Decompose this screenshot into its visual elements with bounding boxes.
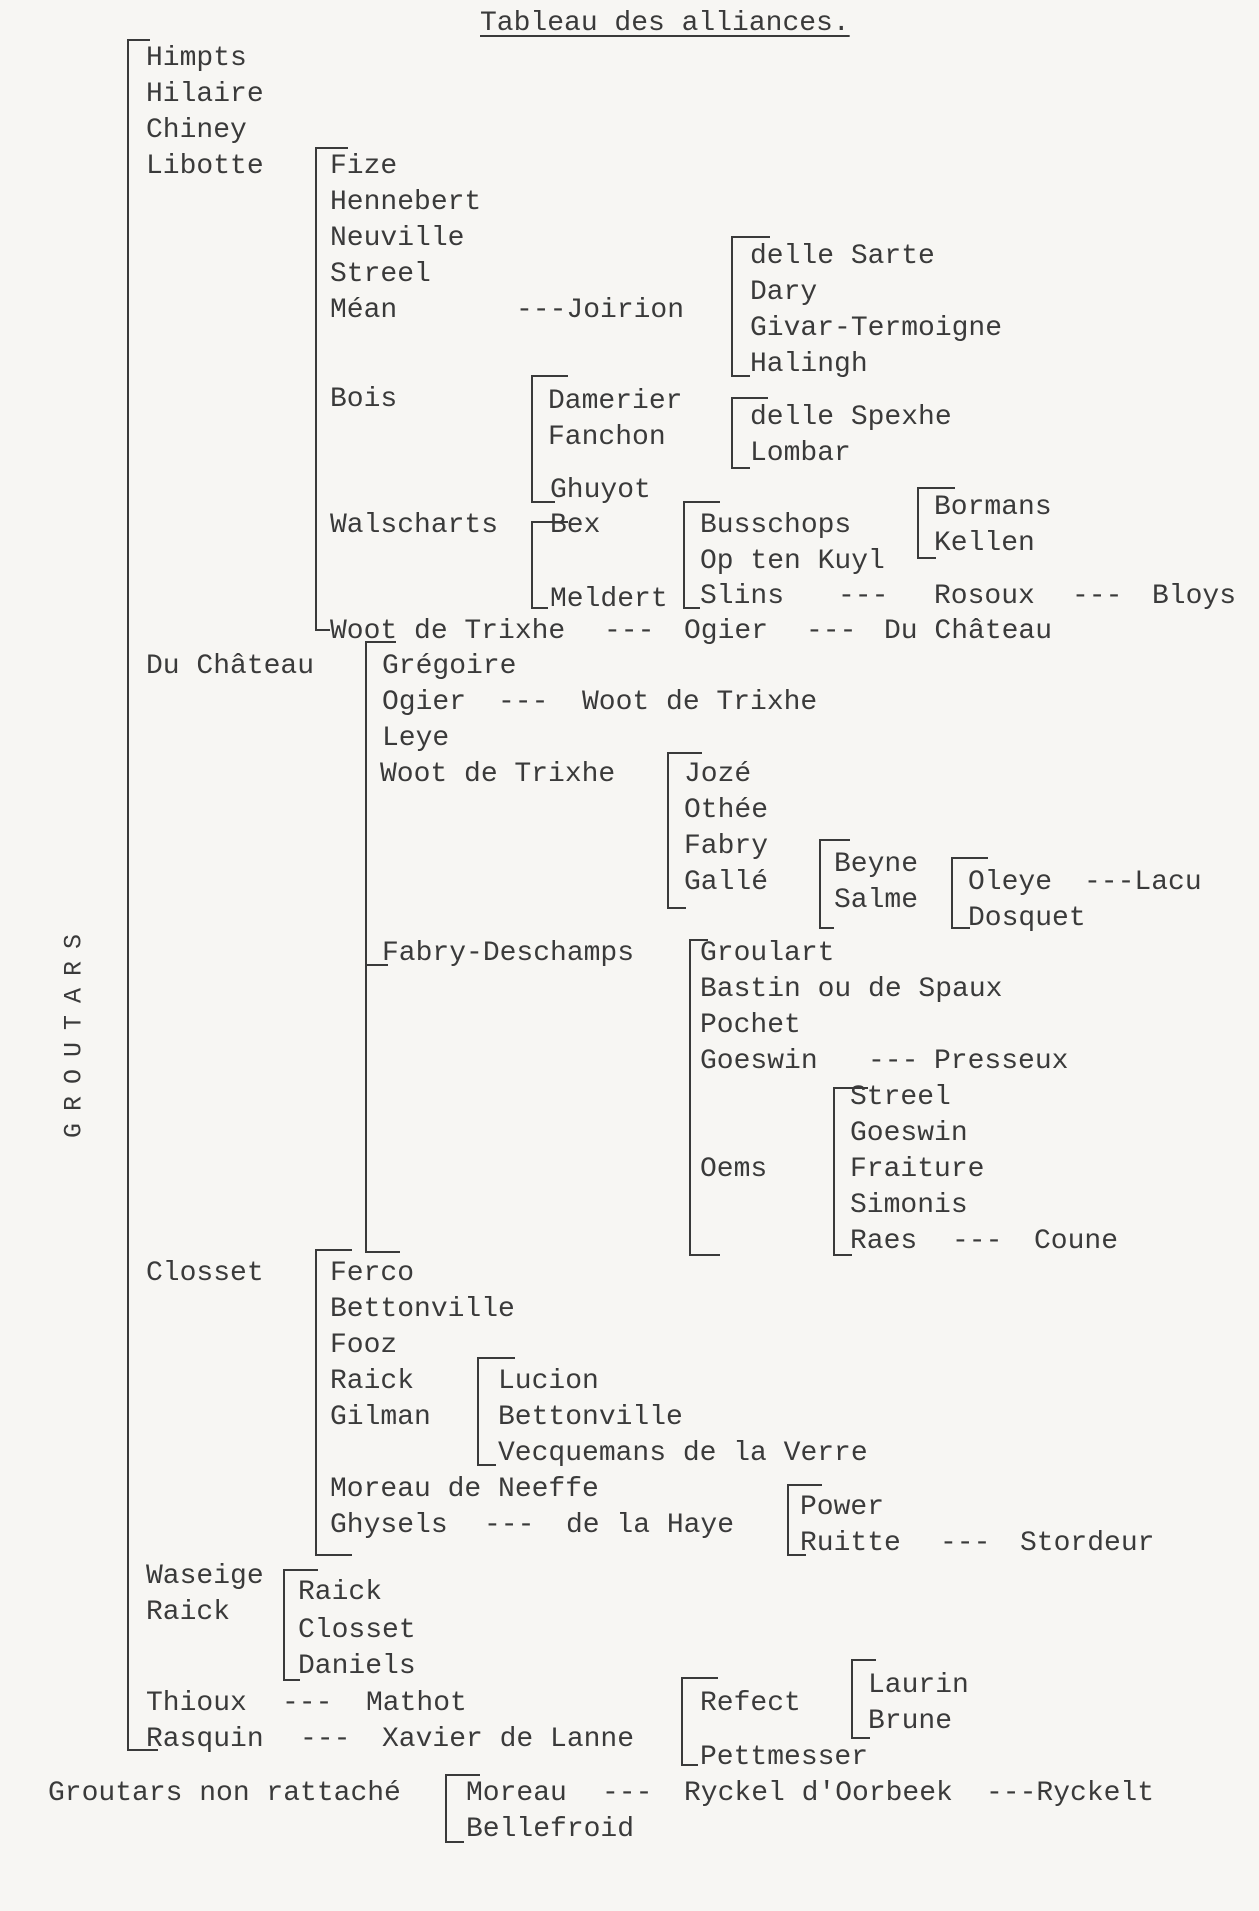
entry-closset-2: Closset: [298, 1615, 416, 1646]
dash-slins: ---: [838, 581, 889, 612]
entry-dosquet: Dosquet: [968, 903, 1086, 934]
entry-bois: Bois: [330, 384, 398, 415]
entry-lacu: ---Lacu: [1084, 867, 1202, 898]
entry-fraiture: Fraiture: [850, 1154, 985, 1185]
page-title: Tableau des alliances.: [480, 8, 850, 39]
entry-moreau-de-neeffe: Moreau de Neeffe: [330, 1474, 599, 1505]
entry-goeswin-2: Goeswin: [850, 1118, 968, 1149]
entry-bellefroid: Bellefroid: [466, 1814, 635, 1845]
entry-rosoux: Rosoux: [934, 581, 1035, 612]
entry-daniels: Daniels: [298, 1651, 416, 1682]
entry-thioux: Thioux: [146, 1688, 247, 1719]
entry-ferco: Ferco: [330, 1258, 415, 1289]
dash-raes: ---: [952, 1226, 1003, 1257]
entry-woot-de-trixhe-3: Woot de Trixhe: [380, 759, 616, 790]
entry-othee: Othée: [684, 795, 769, 826]
entry-fabry: Fabry: [684, 831, 769, 862]
entry-ryckelt: ---Ryckelt: [986, 1778, 1155, 1809]
entry-ghuyot: Ghuyot: [550, 475, 651, 506]
entry-refect: Refect: [700, 1688, 801, 1719]
entry-libotte: Libotte: [146, 151, 264, 182]
entry-ghysels: Ghysels: [330, 1510, 448, 1541]
dash-goeswin: ---: [868, 1046, 919, 1077]
entry-mean: Méan: [330, 295, 398, 326]
entry-leye: Leye: [382, 723, 450, 754]
dash-moreau: ---: [602, 1778, 653, 1809]
entry-mathot: Mathot: [366, 1688, 467, 1719]
entry-hennebert: Hennebert: [330, 187, 482, 218]
entry-stordeur: Stordeur: [1020, 1528, 1155, 1559]
entry-fize: Fize: [330, 151, 398, 182]
entry-hilaire: Hilaire: [146, 79, 264, 110]
entry-gilman: Gilman: [330, 1402, 431, 1433]
entry-bastin: Bastin ou de Spaux: [700, 974, 1003, 1005]
dash-ogier: ---: [498, 687, 549, 718]
entry-slins: Slins: [700, 581, 785, 612]
entry-de-la-haye: de la Haye: [566, 1510, 735, 1541]
dash-rosoux: ---: [1072, 581, 1123, 612]
entry-woot-de-trixhe-1: Woot de Trixhe: [330, 616, 566, 647]
entry-delle-sarte: delle Sarte: [750, 241, 935, 272]
entry-ryckel: Ryckel d'Oorbeek: [684, 1778, 953, 1809]
dash-ghysels: ---: [484, 1510, 535, 1541]
entry-moreau: Moreau: [466, 1778, 567, 1809]
entry-lucion: Lucion: [498, 1366, 599, 1397]
entry-presseux: Presseux: [934, 1046, 1069, 1077]
entry-laurin: Laurin: [868, 1670, 969, 1701]
entry-simonis: Simonis: [850, 1190, 968, 1221]
entry-raick-1: Raick: [330, 1366, 415, 1397]
entry-bettonville-2: Bettonville: [498, 1402, 683, 1433]
entry-pettmesser: Pettmesser: [700, 1742, 869, 1773]
entry-fabry-deschamps: Fabry-Deschamps: [382, 938, 635, 969]
entry-woot-de-trixhe-2: Woot de Trixhe: [582, 687, 818, 718]
groutars-vertical-label: GROUTARS: [59, 921, 89, 1139]
entry-ruitte: Ruitte: [800, 1528, 901, 1559]
entry-bex: Bex: [550, 510, 601, 541]
entry-raes: Raes: [850, 1226, 918, 1257]
entry-du-chateau: Du Château: [146, 651, 315, 682]
entry-givar: Givar-Termoigne: [750, 313, 1003, 344]
entry-kellen: Kellen: [934, 528, 1035, 559]
entry-ogier-2: Ogier: [382, 687, 467, 718]
entry-salme: Salme: [834, 885, 919, 916]
entry-ogier-1: Ogier: [684, 616, 769, 647]
dash-woot-1: ---: [604, 616, 655, 647]
entry-brune: Brune: [868, 1706, 953, 1737]
dash-rasquin: ---: [300, 1724, 351, 1755]
entry-joze: Jozé: [684, 759, 752, 790]
entry-fooz: Fooz: [330, 1330, 398, 1361]
entry-waseige: Waseige: [146, 1561, 264, 1592]
entry-fanchon: Fanchon: [548, 422, 666, 453]
entry-lombar: Lombar: [750, 438, 851, 469]
entry-closset: Closset: [146, 1258, 264, 1289]
entry-op-ten-kuyl: Op ten Kuyl: [700, 546, 885, 577]
entry-halingh: Halingh: [750, 349, 868, 380]
dash-ruitte: ---: [940, 1528, 991, 1559]
entry-chiney: Chiney: [146, 115, 247, 146]
entry-raick-2: Raick: [146, 1597, 231, 1628]
entry-beyne: Beyne: [834, 849, 919, 880]
entry-walscharts: Walscharts: [330, 510, 499, 541]
entry-himpts: Himpts: [146, 43, 247, 74]
entry-raick-3: Raick: [298, 1577, 383, 1608]
entry-streel-2: Streel: [850, 1082, 951, 1113]
entry-oems: Oems: [700, 1154, 768, 1185]
entry-goeswin-1: Goeswin: [700, 1046, 818, 1077]
entry-power: Power: [800, 1492, 885, 1523]
entry-xavier-de-lanne: Xavier de Lanne: [382, 1724, 635, 1755]
dash-thioux: ---: [282, 1688, 333, 1719]
bracket-main: [128, 40, 158, 1750]
entry-coune: Coune: [1034, 1226, 1119, 1257]
dash-woot-2: ---: [806, 616, 857, 647]
entry-busschops: Busschops: [700, 510, 852, 541]
entry-delle-spexhe: delle Spexhe: [750, 402, 952, 433]
entry-groulart: Groulart: [700, 938, 835, 969]
entry-pochet: Pochet: [700, 1010, 801, 1041]
entry-dary: Dary: [750, 277, 818, 308]
entry-bloys: Bloys: [1152, 581, 1237, 612]
entry-oleye: Oleye: [968, 867, 1053, 898]
entry-du-chateau-1: Du Château: [884, 616, 1053, 647]
entry-neuville: Neuville: [330, 223, 465, 254]
entry-bettonville-1: Bettonville: [330, 1294, 515, 1325]
entry-damerier: Damerier: [548, 386, 683, 417]
entry-gregoire: Grégoire: [382, 651, 517, 682]
entry-galle: Gallé: [684, 867, 769, 898]
entry-groutars-non-rattache: Groutars non rattaché: [48, 1778, 401, 1809]
entry-vecquemans: Vecquemans de la Verre: [498, 1438, 868, 1469]
entry-joirion: ---Joirion: [516, 295, 685, 326]
entry-streel: Streel: [330, 259, 431, 290]
entry-bormans: Bormans: [934, 492, 1052, 523]
entry-rasquin: Rasquin: [146, 1724, 264, 1755]
entry-meldert: Meldert: [550, 584, 668, 615]
